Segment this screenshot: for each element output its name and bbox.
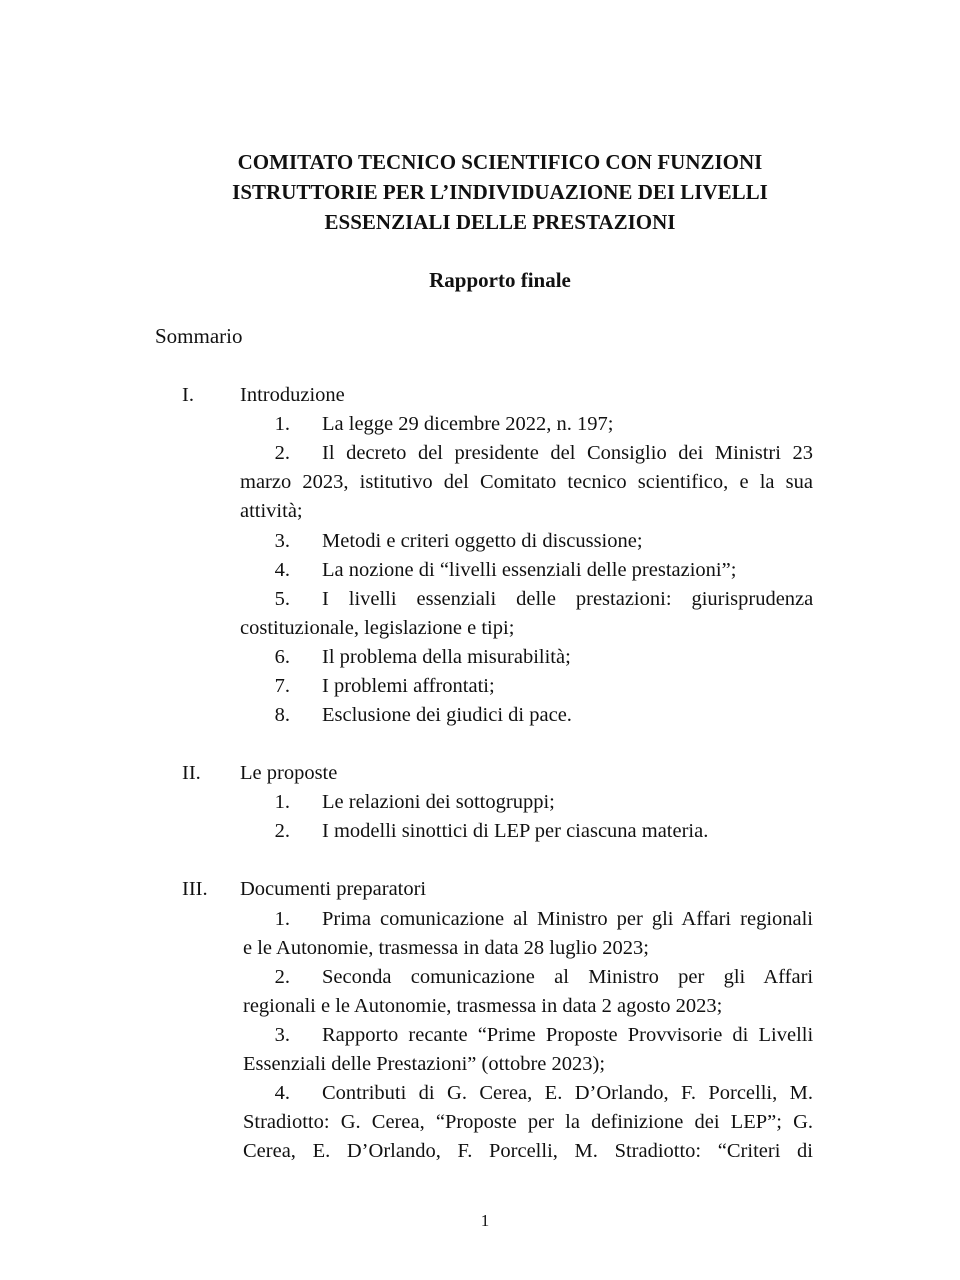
item-number: 1.	[274, 908, 290, 930]
item-text: Il problema della misurabilità;	[322, 646, 571, 668]
section-numeral: II.	[182, 762, 201, 784]
sommario-heading: Sommario	[155, 324, 243, 348]
item-text: Il decreto del presidente del Consiglio dei Ministri 23	[322, 442, 813, 464]
item-number: 6.	[274, 646, 290, 668]
item-number: 7.	[274, 675, 290, 697]
item-number: 5.	[274, 588, 290, 610]
item-text: e le Autonomie, trasmessa in data 28 luglio 2023;	[243, 937, 649, 959]
item-text: Essenziali delle Prestazioni” (ottobre 2023);	[243, 1053, 606, 1075]
item-number: 2.	[274, 442, 290, 464]
item-text: Seconda comunicazione al Ministro per gli Affari	[322, 966, 814, 988]
document-title	[150, 147, 850, 237]
title-line-2: ISTRUTTORIE PER L’INDIVIDUAZIONE DEI LIVELLI	[232, 180, 768, 204]
section-title: Documenti preparatori	[240, 878, 427, 900]
document-subtitle: Rapporto finale	[429, 268, 571, 292]
item-text: Le relazioni dei sottogruppi;	[322, 791, 555, 813]
title-line-1: COMITATO TECNICO SCIENTIFICO CON FUNZIONI	[237, 150, 763, 174]
item-text: La nozione di “livelli essenziali delle prestazioni”;	[322, 559, 737, 581]
item-number: 4.	[274, 559, 290, 581]
item-number: 3.	[274, 530, 290, 552]
item-text: I problemi affrontati;	[322, 675, 495, 697]
item-text: Metodi e criteri oggetto di discussione;	[322, 530, 643, 552]
item-text: marzo 2023, istitutivo del Comitato tecnico scientifico, e la sua	[240, 471, 813, 493]
item-number: 1.	[274, 791, 290, 813]
item-text: Cerea, E. D’Orlando, F. Porcelli, M. Stradiotto: “Criteri di	[243, 1140, 813, 1162]
title-line-3: ESSENZIALI DELLE PRESTAZIONI	[324, 210, 676, 234]
item-text: I livelli essenziali delle prestazioni: giurisprudenza	[322, 588, 814, 610]
section-title: Le proposte	[240, 762, 338, 784]
item-text: attività;	[240, 500, 303, 522]
item-text: costituzionale, legislazione e tipi;	[240, 617, 515, 639]
item-text: Rapporto recante “Prime Proposte Provvisorie di Livelli	[322, 1024, 814, 1046]
item-number: 2.	[274, 966, 290, 988]
item-number: 4.	[274, 1082, 290, 1104]
item-text: La legge 29 dicembre 2022, n. 197;	[322, 413, 614, 435]
item-text: Stradiotto: G. Cerea, “Proposte per la definizione dei LEP”; G.	[243, 1111, 813, 1133]
item-number: 3.	[274, 1024, 290, 1046]
page-number: 1	[480, 1211, 490, 1230]
item-number: 1.	[274, 413, 290, 435]
section-numeral: III.	[182, 878, 208, 900]
item-text: Esclusione dei giudici di pace.	[322, 704, 572, 726]
item-text: regionali e le Autonomie, trasmessa in data 2 agosto 2023;	[243, 995, 723, 1017]
item-number: 8.	[274, 704, 290, 726]
item-text: Prima comunicazione al Ministro per gli Affari regionali	[322, 908, 813, 930]
item-number: 2.	[274, 820, 290, 842]
item-text: Contributi di G. Cerea, E. D’Orlando, F. Porcelli, M.	[322, 1082, 813, 1104]
item-text: I modelli sinottici di LEP per ciascuna materia.	[322, 820, 709, 842]
section-numeral: I.	[182, 384, 194, 406]
section-title: Introduzione	[240, 384, 345, 406]
